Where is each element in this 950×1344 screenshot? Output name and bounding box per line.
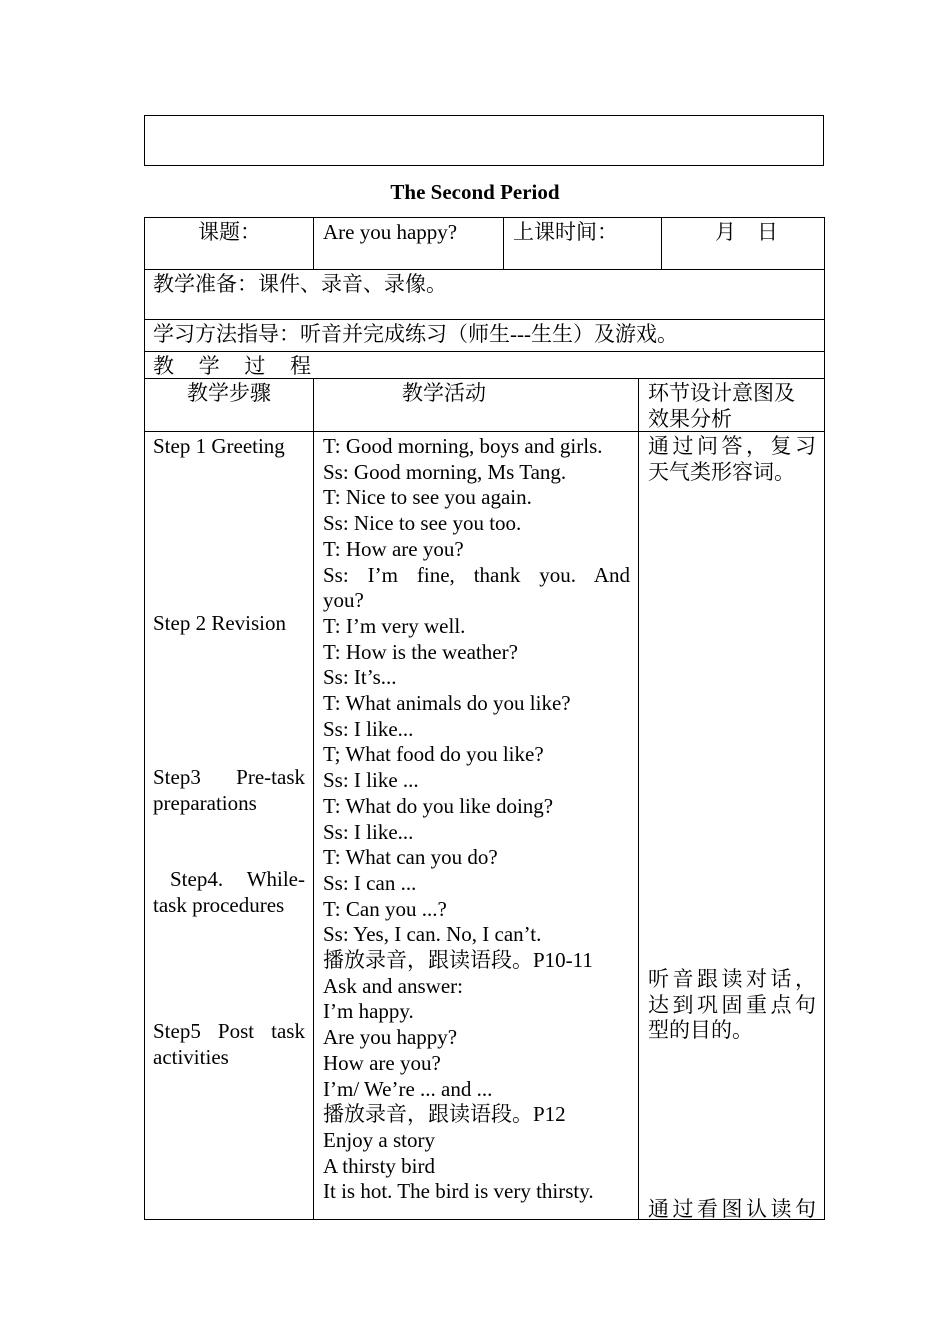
design-note-line: 型的目的。 <box>648 1018 753 1043</box>
activity-line: Ss: Yes, I can. No, I can’t. <box>323 922 542 947</box>
col-header-design <box>648 381 816 432</box>
design-note-line: 达到巩固重点句 <box>648 992 816 1017</box>
topic-label: 课题： <box>198 220 261 244</box>
learning-method: 学习方法指导：听音并完成练习（师生---生生）及游戏。 <box>153 322 678 346</box>
row-divider <box>144 351 825 352</box>
design-note-line: 天气类形容词。 <box>648 459 795 484</box>
row-divider <box>144 319 825 320</box>
activity-line: I’m/ We’re ... and ... <box>323 1076 493 1101</box>
step-3-word: Pre-task <box>236 765 305 789</box>
activity-line: T: What do you like doing? <box>323 793 554 818</box>
activity-line: you? <box>323 588 364 613</box>
step-1-greeting: Step 1 Greeting <box>153 434 285 458</box>
col-divider <box>503 217 504 269</box>
activity-line: Enjoy a story <box>323 1127 435 1152</box>
activity-line: I’m happy. <box>323 999 414 1024</box>
empty-top-box <box>144 115 824 166</box>
activity-line: T: What can you do? <box>323 845 498 870</box>
activity-line: Ss: Good morning, Ms Tang. <box>323 459 567 484</box>
step-3-line: preparations <box>153 790 257 815</box>
activity-line: T: I’m very well. <box>323 613 466 638</box>
activity-line: 播放录音，跟读语段。P12 <box>323 1102 566 1127</box>
step-4-line <box>153 867 305 893</box>
table-border-left <box>144 217 145 1220</box>
col-divider <box>638 378 639 1220</box>
col-header-design-line: 环节设计意图及 <box>648 381 795 405</box>
date-field: 月 日 <box>715 220 778 244</box>
activity-line: T: Can you ...? <box>323 896 447 921</box>
activity-line: Ss: I like... <box>323 716 414 741</box>
activity-line: Ask and answer: <box>323 973 463 998</box>
topic-value: Are you happy? <box>323 220 458 244</box>
activity-line: T: How are you? <box>323 536 464 561</box>
col-header-steps: 教学步骤 <box>187 381 271 405</box>
activity-line: T: How is the weather? <box>323 639 518 664</box>
activities-list <box>323 434 630 1205</box>
design-note-2 <box>648 967 816 1044</box>
table-border-bottom <box>144 1219 825 1220</box>
activity-line: Ss: It’s... <box>323 665 397 690</box>
design-note-3 <box>648 1197 816 1219</box>
col-divider <box>661 217 662 269</box>
step-5-line: activities <box>153 1044 229 1069</box>
activity-line: Ss: Nice to see you too. <box>323 511 522 536</box>
step-3-line <box>153 765 305 791</box>
process-label <box>153 354 311 380</box>
activity-line: It is hot. The bird is very thirsty. <box>323 1179 594 1204</box>
activity-line: How are you? <box>323 1050 441 1075</box>
activity-line: T; What food do you like? <box>323 742 544 767</box>
activity-line: Ss: I like... <box>323 819 414 844</box>
process-char: 教 <box>153 354 174 378</box>
process-char: 学 <box>198 354 220 378</box>
process-char: 程 <box>289 354 311 378</box>
process-char: 过 <box>244 354 266 378</box>
row-divider <box>144 269 825 270</box>
table-border-right <box>824 217 825 1220</box>
activity-line: A thirsty bird <box>323 1153 436 1178</box>
activity-line: Ss: I can ... <box>323 870 417 895</box>
activity-line: T: Nice to see you again. <box>323 485 532 510</box>
activity-line: 播放录音，跟读语段。P10-11 <box>323 948 593 973</box>
page-title: The Second Period <box>390 180 560 204</box>
col-header-activities: 教学活动 <box>402 381 486 405</box>
time-label: 上课时间： <box>513 220 618 244</box>
design-note-line: 通过看图认读句 <box>648 1197 816 1219</box>
col-divider <box>313 217 314 269</box>
step-4-word: While- <box>246 867 305 891</box>
design-note-line: 听音跟读对话， <box>648 967 816 991</box>
activity-line: T: Good morning, boys and girls. <box>323 434 603 458</box>
table-border-top <box>144 217 825 218</box>
step-2-revision: Step 2 Revision <box>153 611 287 635</box>
activity-line: Ss: I’m fine, thank you. And <box>323 562 630 587</box>
design-note-1 <box>648 434 816 485</box>
col-divider <box>313 378 314 1220</box>
step-4-line: task procedures <box>153 892 285 917</box>
design-note-line: 通过问答，复习 <box>648 434 816 458</box>
step-5-line <box>153 1019 305 1045</box>
step-3-word: Step3 <box>153 765 201 789</box>
activity-line: Are you happy? <box>323 1025 458 1050</box>
step-5-word: task <box>271 1019 305 1043</box>
step-4-word: Step4. <box>170 867 224 891</box>
col-header-design-line: 效果分析 <box>648 406 732 431</box>
step-3 <box>153 765 305 816</box>
activity-line: Ss: I like ... <box>323 768 419 793</box>
step-5 <box>153 1019 305 1070</box>
step-5-word: Post <box>217 1019 255 1043</box>
step-4 <box>153 867 305 918</box>
teaching-preparation: 教学准备：课件、录音、录像。 <box>153 272 447 296</box>
step-5-word: Step5 <box>153 1019 201 1043</box>
activity-line: T: What animals do you like? <box>323 691 571 716</box>
